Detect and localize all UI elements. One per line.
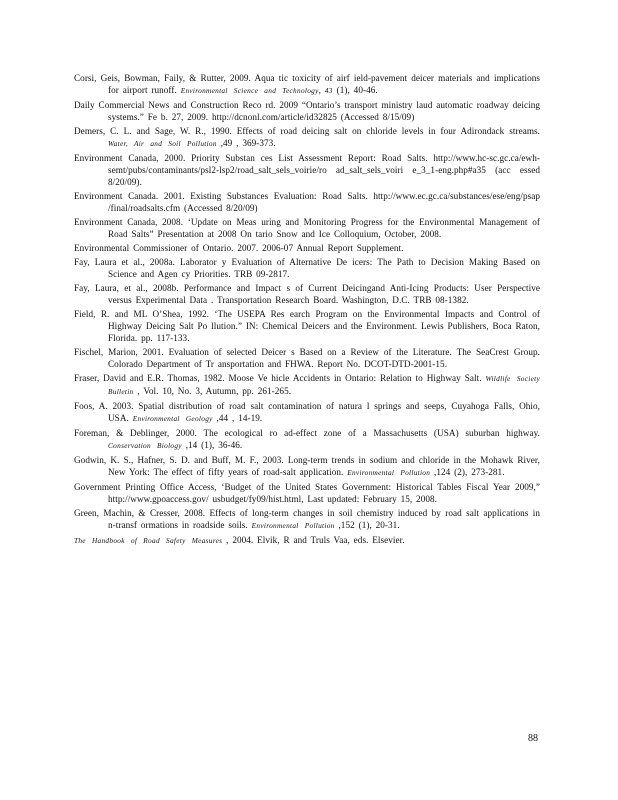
reference-text: Field, R. and ML O’Shea, 1992. ‘The USEPA Res earch Program on the Environmental Impacts and Control of Highway Deicing Salt Po llution.” IN: Chemical Deicers and the Environment. Lewis Publishers, Boca Raton, Florida. pp. 117-133.: [74, 309, 540, 344]
reference-text: Godwin, K. S., Hafner, S. D. and Buff, M. F., 2003. Long-term trends in sodium and chloride in the Mohawk River, New York: The effect of fifty years of road-salt application.: [74, 455, 540, 478]
reference-entry: [74, 454, 540, 479]
reference-list: [74, 72, 540, 549]
reference-italic-text: Environmental Pollution: [251, 521, 335, 531]
reference-italic-text: Environmental Science and Technology: [180, 86, 319, 96]
reference-entry: [74, 372, 540, 398]
reference-text: Demers, C. L. and Sage, W. R., 1990. Effects of road deicing salt on chloride levels in four Adirondack streams.: [74, 126, 540, 136]
reference-text: Fay, Laura, et al., 2008b. Performance and Impact s of Current Deicingand Anti-Icing Products: User Perspective versus Experimental Data . Transportation Research Board. Washington, D.C. TRB 08-1382.: [74, 283, 540, 306]
reference-entry: [74, 400, 540, 425]
page-number: 88: [528, 733, 538, 744]
reference-text: Green, Machin, & Cresser, 2008. Effects of long-term changes in soil chemistry induced by road salt applications in n-transf ormations in roadside soils.: [74, 508, 540, 531]
reference-text: Environment Canada, 2008. ‘Update on Meas uring and Monitoring Progress for the Environmental Management of Road Salts” Presentation at 2008 On tario Snow and Ice Colloquium, October, 2008.: [74, 217, 540, 240]
reference-text: Foos, A. 2003. Spatial distribution of road salt contamination of natura l springs and seeps, Cuyahoga Falls, Ohio, USA.: [74, 401, 540, 424]
reference-entry: [74, 99, 540, 123]
reference-entry: [74, 216, 540, 240]
reference-text: ,152 (1), 20-31.: [334, 520, 400, 531]
reference-text: Fay, Laura et al., 2008a. Laborator y Evaluation of Alternative De icers: The Path to Decision Making Based on Science and Agen cy Priorities. TRB 09-2817.: [74, 257, 540, 280]
reference-italic-text: The Handbook of Road Safety Measures: [74, 536, 223, 546]
reference-entry: [74, 282, 540, 306]
reference-italic-text: Environmental Geology: [132, 414, 213, 424]
reference-text: Environmental Commissioner of Ontario. 2007. 2006-07 Annual Report Supplement.: [74, 243, 404, 254]
reference-entry: [74, 346, 540, 370]
reference-entry: [74, 427, 540, 452]
reference-text: Fischel, Marion, 2001. Evaluation of selected Deicer s Based on a Review of the Literature. The SeaCrest Group. Colorado Department of Tr ansportation and FHWA. Report No. DCOT-DTD-2001-15.: [74, 347, 540, 370]
reference-text: ,44 , 14-19.: [212, 413, 263, 424]
reference-italic-text: Environmental Pollution: [347, 468, 431, 478]
reference-text: Environment Canada, 2000. Priority Substan ces List Assessment Report: Road Salts. http://www.hc-sc.gc.ca/ewh- semt/pubs/contaminants/psl2-lsp2/road_salt_sels_voirie/ro ad_salt_sels_voiri e_3_1-eng.php#a35 (acc essed 8/20/09).: [74, 153, 540, 188]
reference-entry: [74, 72, 540, 97]
reference-text: ,: [318, 85, 325, 96]
reference-entry: [74, 190, 540, 214]
reference-text: Foreman, & Deblinger, 2000. The ecological ro ad-effect zone of a Massachusetts (USA) suburban highway.: [74, 428, 540, 439]
reference-entry: [74, 242, 540, 254]
reference-entry: [74, 125, 540, 150]
reference-text: Fraser, David and E.R. Thomas, 1982. Moose Ve hicle Accidents in Ontario: Relation to Highway Salt.: [74, 373, 486, 384]
reference-text: , 2004. Elvik, R and Truls Vaa, eds. Elsevier.: [222, 535, 405, 546]
reference-entry: [74, 507, 540, 532]
reference-entry: [74, 256, 540, 280]
reference-italic-text: Water, Air and Soil Pollution: [108, 139, 217, 149]
reference-entry: [74, 152, 540, 189]
reference-entry: [74, 308, 540, 345]
reference-text: (1), 40-46.: [332, 85, 378, 96]
reference-text: ,14 (1), 36-46.: [181, 440, 243, 451]
reference-text: ,124 (2), 273-281.: [430, 467, 505, 478]
reference-text: , Vol. 10, No. 3, Autumn, pp. 261-265.: [133, 386, 292, 397]
reference-entry: [74, 481, 540, 505]
reference-italic-text: Conservation Biology: [108, 441, 182, 451]
reference-text: ,49 , 369-373.: [216, 138, 276, 149]
reference-text: Environment Canada. 2001. Existing Substances Evaluation: Road Salts. http://www.ec.gc.ca/substances/ese/eng/psap /final/roadsalts.cfm (Accessed 8/20/09): [74, 191, 540, 214]
reference-italic-text: 43: [324, 86, 333, 96]
reference-text: Daily Commercial News and Construction Reco rd. 2009 “Ontario’s transport ministry laud automatic roadway deicing systems.” Fe b. 27, 2009. http://dcnonl.com/article/id32825 (Accessed 8/15/09): [74, 100, 540, 123]
reference-italic-text: Wildlife Society Bulletin: [108, 374, 540, 397]
reference-text: Corsi, Geis, Bowman, Faily, & Rutter, 2009. Aqua tic toxicity of airf ield-pavement deicer materials and implications for airport runoff.: [74, 73, 540, 96]
reference-entry: [74, 534, 540, 547]
reference-text: Government Printing Office Access, ‘Budget of the United States Government: Historical Tables Fiscal Year 2009,” http://www.gpoaccess.gov/ usbudget/fy09/hist.html, Last updated: February 15, 2008.: [74, 482, 540, 505]
